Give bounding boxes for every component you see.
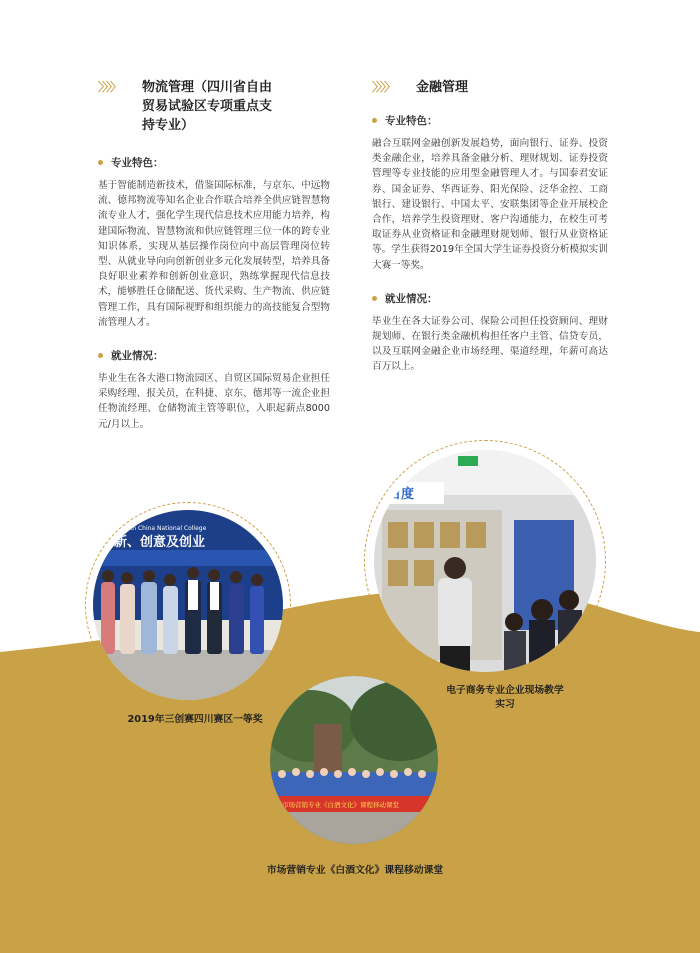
finance-title-row xyxy=(372,78,608,97)
finance-title: 金融管理 xyxy=(416,80,469,95)
competition-photo-caption: 2019年三创赛四川赛区一等奖 xyxy=(127,714,263,725)
banner-title: 创新、创意及创业 xyxy=(101,535,206,550)
logistics-feature-label: 专业特色： xyxy=(111,157,164,169)
logistics-title-row xyxy=(98,78,330,135)
bullet-dot-icon xyxy=(372,118,377,123)
class-banner-text: 市场营销专业《白酒文化》课程移动课堂 xyxy=(282,801,399,809)
bullet-dot-icon xyxy=(98,353,103,358)
finance-employment-heading xyxy=(372,291,608,306)
finance-feature-label: 专业特色： xyxy=(385,115,438,127)
marketing-class-photo xyxy=(270,676,438,844)
logistics-feature-heading xyxy=(98,155,330,170)
finance-feature-text: 融合互联网金融创新发展趋势，面向银行、证券、投资类金融企业，培养具备金融分析、理财规划、证券投资管理等专业技能的应用型金融管理人才。与国泰君安证券、国金证券、华西证券、阳光保险、泛华金控、工商银行、建设银行、中国太平、安联集团等企业开展校企合作，培养学生投资理财、客户沟通能力，在校生可考取证券从业资格证和金融理财规划师、银行从业资格证等。学生获得2019年全国大学生证券投资分析模拟实训大赛一等奖。 xyxy=(372,138,608,271)
bullet-dot-icon xyxy=(98,160,103,165)
internship-photo xyxy=(374,450,596,672)
chevrons-icon: 〉〉〉〉 xyxy=(372,80,395,94)
logistics-title: 物流管理（四川省自由贸易试验区专项重点支持专业） xyxy=(142,80,273,133)
logistics-employment-label: 就业情况： xyxy=(111,350,164,363)
logistics-employment-heading xyxy=(98,348,330,363)
baidu-sign: 百度 xyxy=(388,487,415,502)
internship-photo-caption: 电子商务专业企业现场教学实习 xyxy=(446,685,564,710)
finance-feature-heading xyxy=(372,113,608,128)
marketing-class-photo-image xyxy=(270,676,438,844)
chevrons-icon: 〉〉〉〉 xyxy=(98,80,121,94)
finance-employment-label: 就业情况： xyxy=(385,292,438,305)
finance-section xyxy=(372,78,608,375)
competition-photo-image xyxy=(93,510,283,700)
logistics-feature-text: 基于智能制造新技术，借鉴国际标准，与京东、中远物流、德邦物流等知名企业合作联合培养全供应链智慧物流专业人才，强化学生现代信息技术应用能力培养，构建国际物流、智慧物流和供应链管理三位一体的跨专业知识体系，实现从基层操作岗位向中高层管理岗位转型、从就业导向向创新创业多元化发展转型，培养具备良好职业素养和创新创业意识，熟练掌握现代信息技术，能够胜任仓储配送、货代采购、生产物流、供应链管理工作，具有国际视野和组织能力的高技能复合型物流管理人才。 xyxy=(98,180,330,328)
logistics-section xyxy=(98,78,330,432)
bullet-dot-icon xyxy=(372,296,377,301)
logistics-employment-text: 毕业生在各大港口物流园区、自贸区国际贸易企业担任采购经理、报关员，在科捷、京东、德邦等一流企业担任物流经理、仓储物流主管等职位，入职起薪点8000元/月以上。 xyxy=(98,373,330,430)
banner-subtitle: The 9th China National College xyxy=(113,525,207,532)
internship-photo-image xyxy=(374,450,596,672)
competition-photo xyxy=(93,510,283,700)
marketing-class-photo-caption: 市场营销专业《白酒文化》课程移动课堂 xyxy=(266,865,444,876)
finance-employment-text: 毕业生在各大证券公司、保险公司担任投资顾问、理财规划师、在银行类金融机构担任客户主管、信贷专员，以及互联网金融企业市场经理、渠道经理，年薪可高达百万以上。 xyxy=(372,315,608,373)
